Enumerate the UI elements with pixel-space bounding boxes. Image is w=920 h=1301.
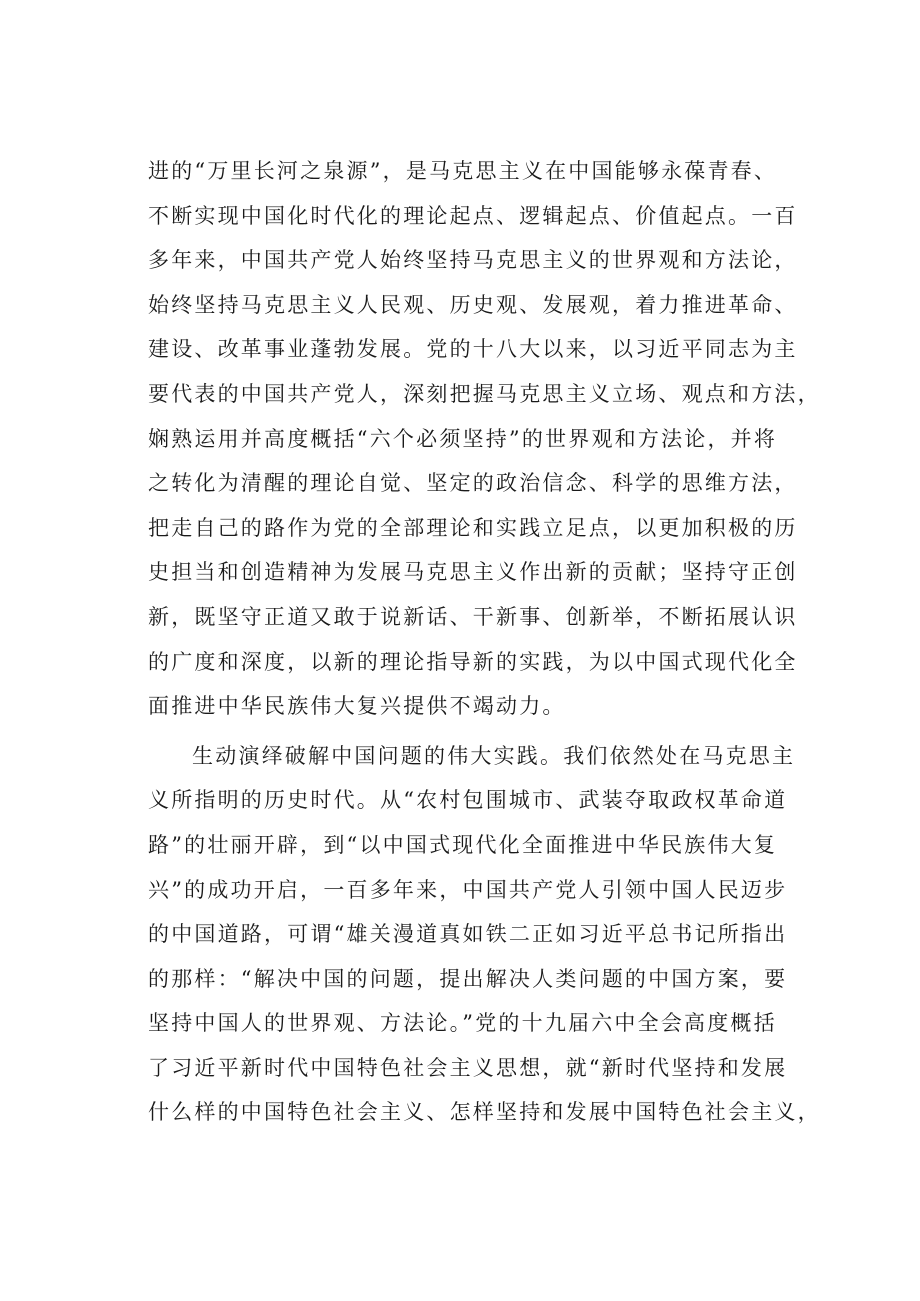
text-line: 兴”的成功开启，一百多年来，中国共产党人引领中国人民迈步 (148, 877, 788, 902)
text-line: 史担当和创造精神为发展马克思主义作出新的贡献；坚持守正创 (148, 560, 798, 585)
body-text (148, 154, 823, 1140)
paragraph-1 (148, 154, 823, 734)
paragraph-2 (148, 739, 823, 1140)
text-line: 娴熟运用并高度概括“六个必须坚持”的世界观和方法论，并将 (148, 426, 778, 451)
text-line: 了习近平新时代中国特色社会主义思想，就“新时代坚持和发展 (148, 1055, 788, 1080)
text-line: 坚持中国人的世界观、方法论。”党的十九届六中全会高度概括 (148, 1011, 777, 1036)
text-line: 生动演绎破解中国问题的伟大实践。我们依然处在马克思主 (192, 743, 796, 768)
text-line: 的广度和深度，以新的理论指导新的实践，为以中国式现代化全 (148, 649, 798, 674)
text-line: 多年来，中国共产党人始终坚持马克思主义的世界观和方法论， (148, 248, 798, 273)
text-line: 什么样的中国特色社会主义、怎样坚持和发展中国特色社会主义， (148, 1100, 821, 1125)
text-line: 进的“万里长河之泉源”，是马克思主义在中国能够永葆青春、 (148, 159, 778, 183)
text-line: 义所指明的历史时代。从“农村包围城市、武装夺取政权革命道 (148, 788, 788, 813)
text-line: 的中国道路，可谓“雄关漫道真如铁二正如习近平总书记所指出 (148, 922, 788, 947)
text-line: 之转化为清醒的理论自觉、坚定的政治信念、科学的思维方法， (148, 471, 798, 496)
text-line: 新，既坚守正道又敢于说新话、干新事、创新举，不断拓展认识 (148, 604, 798, 629)
text-line: 不断实现中国化时代化的理论起点、逻辑起点、价值起点。一百 (148, 203, 798, 228)
text-line: 建设、改革事业蓬勃发展。党的十八大以来，以习近平同志为主 (148, 337, 798, 362)
text-line: 的那样：“解决中国的问题，提出解决人类问题的中国方案，要 (148, 966, 788, 991)
text-line: 路”的壮丽开辟，到“以中国式现代化全面推进中华民族伟大复 (148, 832, 778, 857)
text-line: 始终坚持马克思主义人民观、历史观、发展观，着力推进革命、 (148, 292, 798, 317)
text-line: 把走自己的路作为党的全部理论和实践立足点，以更加积极的历 (148, 515, 798, 540)
text-line: 要代表的中国共产党人，深刻把握马克思主义立场、观点和方法， (148, 381, 821, 406)
text-line: 面推进中华民族伟大复兴提供不竭动力。 (148, 694, 566, 719)
